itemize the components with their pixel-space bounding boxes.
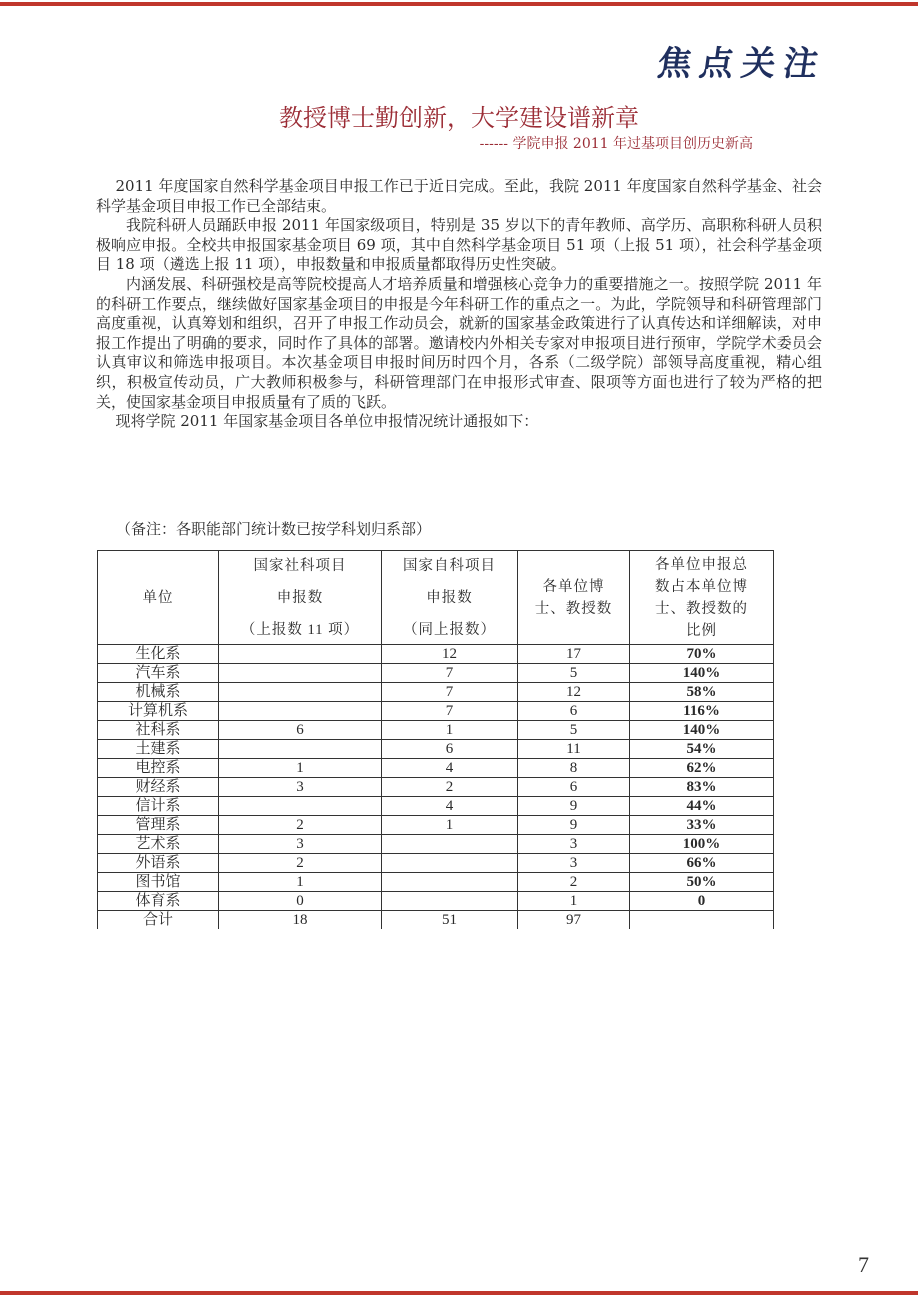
table-row bbox=[98, 835, 774, 854]
header-line: 国家自科项目 bbox=[403, 557, 496, 574]
cell-doctors: 17 bbox=[518, 645, 630, 664]
cell-natural: 4 bbox=[382, 797, 518, 816]
cell-unit: 机械系 bbox=[98, 683, 219, 702]
cell-natural bbox=[382, 892, 518, 911]
article-body bbox=[96, 177, 822, 432]
cell-unit: 图书馆 bbox=[98, 873, 219, 892]
cell-natural: 7 bbox=[382, 664, 518, 683]
cell-ratio: 140% bbox=[630, 721, 774, 740]
top-rule bbox=[0, 2, 918, 6]
cell-unit: 计算机系 bbox=[98, 702, 219, 721]
cell-ratio: 44% bbox=[630, 797, 774, 816]
header-natural bbox=[382, 551, 518, 645]
header-line: 士、教授数的 bbox=[655, 600, 748, 617]
header-line: 单位 bbox=[142, 589, 174, 606]
cell-ratio: 66% bbox=[630, 854, 774, 873]
cell-natural: 1 bbox=[382, 721, 518, 740]
header-line: 申报数 bbox=[426, 589, 473, 606]
cell-unit: 汽车系 bbox=[98, 664, 219, 683]
cell-unit: 艺术系 bbox=[98, 835, 219, 854]
cell-social: 3 bbox=[219, 778, 382, 797]
cell-social: 1 bbox=[219, 873, 382, 892]
cell-ratio: 83% bbox=[630, 778, 774, 797]
paragraph: 内涵发展、科研强校是高等院校提高人才培养质量和增强核心竞争力的重要措施之一。按照学院 2011 年的科研工作要点，继续做好国家基金项目的申报是今年科研工作的重点之一。为此，学院领导和科研管理部门高度重视，认真筹划和组织，召开了申报工作动员会，就新的国家基金政策进行了认真传达和详细解读，对申报工作提出了明确的要求，同时作了具体的部署。邀请校内外相关专家对申报项目进行预审，学院学术委员会认真审议和筛选申报项目。本次基金项目申报时间历时四个月，各系（二级学院）部领导高度重视，精心组织，积极宣传动员，广大教师积极参与，科研管理部门在申报形式审查、限项等方面也进行了较为严格的把关，使国家基金项目申报质量有了质的飞跃。 bbox=[96, 274, 822, 411]
table-total-row bbox=[98, 911, 774, 930]
statistics-table bbox=[97, 550, 774, 929]
paragraph: 我院科研人员踊跃申报 2011 年国家级项目，特别是 35 岁以下的青年教师、高学历、高职称科研人员积极响应申报。全校共申报国家基金项目 69 项，其中自然科学基金项目 51 项（上报 51 项），社会科学基金项目 18 项（遴选上报 11 项），申报数量和申报质量都取得历史性突破。 bbox=[96, 216, 822, 274]
cell-ratio: 33% bbox=[630, 816, 774, 835]
cell-doctors: 97 bbox=[518, 911, 630, 930]
bottom-rule bbox=[0, 1291, 918, 1295]
header-doctors bbox=[518, 551, 630, 645]
cell-natural: 1 bbox=[382, 816, 518, 835]
section-logo: 焦点关注 bbox=[654, 44, 829, 84]
cell-social bbox=[219, 664, 382, 683]
header-line: 申报数 bbox=[276, 589, 324, 606]
cell-ratio: 116% bbox=[630, 702, 774, 721]
cell-ratio: 100% bbox=[630, 835, 774, 854]
cell-natural: 7 bbox=[382, 683, 518, 702]
header-line: 比例 bbox=[686, 622, 717, 639]
header-line: 数占本单位博 bbox=[655, 578, 748, 595]
page-number: 7 bbox=[858, 1252, 869, 1277]
cell-unit: 土建系 bbox=[98, 740, 219, 759]
cell-unit: 体育系 bbox=[98, 892, 219, 911]
article-subheadline: ------ 学院申报 2011 年过基项目创历史新高 bbox=[479, 136, 753, 152]
cell-ratio: 70% bbox=[630, 645, 774, 664]
cell-natural: 7 bbox=[382, 702, 518, 721]
cell-unit: 生化系 bbox=[98, 645, 219, 664]
table-row bbox=[98, 683, 774, 702]
cell-natural: 2 bbox=[382, 778, 518, 797]
table-row bbox=[98, 721, 774, 740]
cell-social: 2 bbox=[219, 854, 382, 873]
table-row bbox=[98, 892, 774, 911]
cell-doctors: 5 bbox=[518, 664, 630, 683]
cell-doctors: 2 bbox=[518, 873, 630, 892]
cell-ratio: 58% bbox=[630, 683, 774, 702]
cell-social: 6 bbox=[219, 721, 382, 740]
cell-unit: 社科系 bbox=[98, 721, 219, 740]
cell-ratio: 0 bbox=[630, 892, 774, 911]
cell-ratio bbox=[630, 911, 774, 930]
table-row bbox=[98, 816, 774, 835]
header-unit bbox=[98, 551, 219, 645]
cell-social bbox=[219, 683, 382, 702]
cell-social: 0 bbox=[219, 892, 382, 911]
table-header-row bbox=[98, 551, 774, 645]
cell-natural bbox=[382, 835, 518, 854]
cell-unit: 电控系 bbox=[98, 759, 219, 778]
table-row bbox=[98, 645, 774, 664]
cell-doctors: 6 bbox=[518, 778, 630, 797]
cell-doctors: 12 bbox=[518, 683, 630, 702]
paragraph: 2011 年度国家自然科学基金项目申报工作已于近日完成。至此，我院 2011 年度国家自然科学基金、社会科学基金项目申报工作已全部结束。 bbox=[96, 177, 822, 215]
cell-social: 3 bbox=[219, 835, 382, 854]
cell-social bbox=[219, 797, 382, 816]
cell-unit: 外语系 bbox=[98, 854, 219, 873]
header-line: （上报数 11 项） bbox=[240, 621, 360, 638]
cell-social: 18 bbox=[219, 911, 382, 930]
header-ratio bbox=[630, 551, 774, 645]
cell-social: 1 bbox=[219, 759, 382, 778]
cell-doctors: 8 bbox=[518, 759, 630, 778]
header-social bbox=[219, 551, 382, 645]
table-note: （备注：各职能部门统计数已按学科划归系部） bbox=[116, 520, 432, 538]
header-line: （同上报数） bbox=[403, 621, 496, 638]
table-row bbox=[98, 740, 774, 759]
cell-doctors: 9 bbox=[518, 797, 630, 816]
article-headline: 教授博士勤创新，大学建设谱新章 bbox=[279, 104, 639, 132]
cell-doctors: 3 bbox=[518, 854, 630, 873]
cell-ratio: 140% bbox=[630, 664, 774, 683]
cell-ratio: 54% bbox=[630, 740, 774, 759]
cell-unit: 财经系 bbox=[98, 778, 219, 797]
cell-unit: 信计系 bbox=[98, 797, 219, 816]
table-row bbox=[98, 702, 774, 721]
cell-doctors: 6 bbox=[518, 702, 630, 721]
table-row bbox=[98, 778, 774, 797]
cell-natural bbox=[382, 873, 518, 892]
cell-doctors: 11 bbox=[518, 740, 630, 759]
cell-natural bbox=[382, 854, 518, 873]
table-row bbox=[98, 873, 774, 892]
cell-ratio: 50% bbox=[630, 873, 774, 892]
cell-social bbox=[219, 645, 382, 664]
header-line: 各单位博 bbox=[542, 578, 605, 595]
cell-doctors: 1 bbox=[518, 892, 630, 911]
cell-unit: 管理系 bbox=[98, 816, 219, 835]
cell-social: 2 bbox=[219, 816, 382, 835]
table-row bbox=[98, 664, 774, 683]
cell-doctors: 5 bbox=[518, 721, 630, 740]
cell-natural: 51 bbox=[382, 911, 518, 930]
header-line: 士、教授数 bbox=[534, 600, 613, 617]
cell-doctors: 3 bbox=[518, 835, 630, 854]
cell-ratio: 62% bbox=[630, 759, 774, 778]
header-line: 各单位申报总 bbox=[655, 556, 748, 573]
cell-natural: 4 bbox=[382, 759, 518, 778]
paragraph: 现将学院 2011 年国家基金项目各单位申报情况统计通报如下： bbox=[115, 412, 539, 431]
header-line: 国家社科项目 bbox=[253, 557, 347, 574]
cell-doctors: 9 bbox=[518, 816, 630, 835]
table-row bbox=[98, 759, 774, 778]
cell-social bbox=[219, 740, 382, 759]
table-row bbox=[98, 797, 774, 816]
cell-natural: 6 bbox=[382, 740, 518, 759]
cell-natural: 12 bbox=[382, 645, 518, 664]
table-row bbox=[98, 854, 774, 873]
cell-unit: 合计 bbox=[98, 911, 219, 930]
cell-social bbox=[219, 702, 382, 721]
